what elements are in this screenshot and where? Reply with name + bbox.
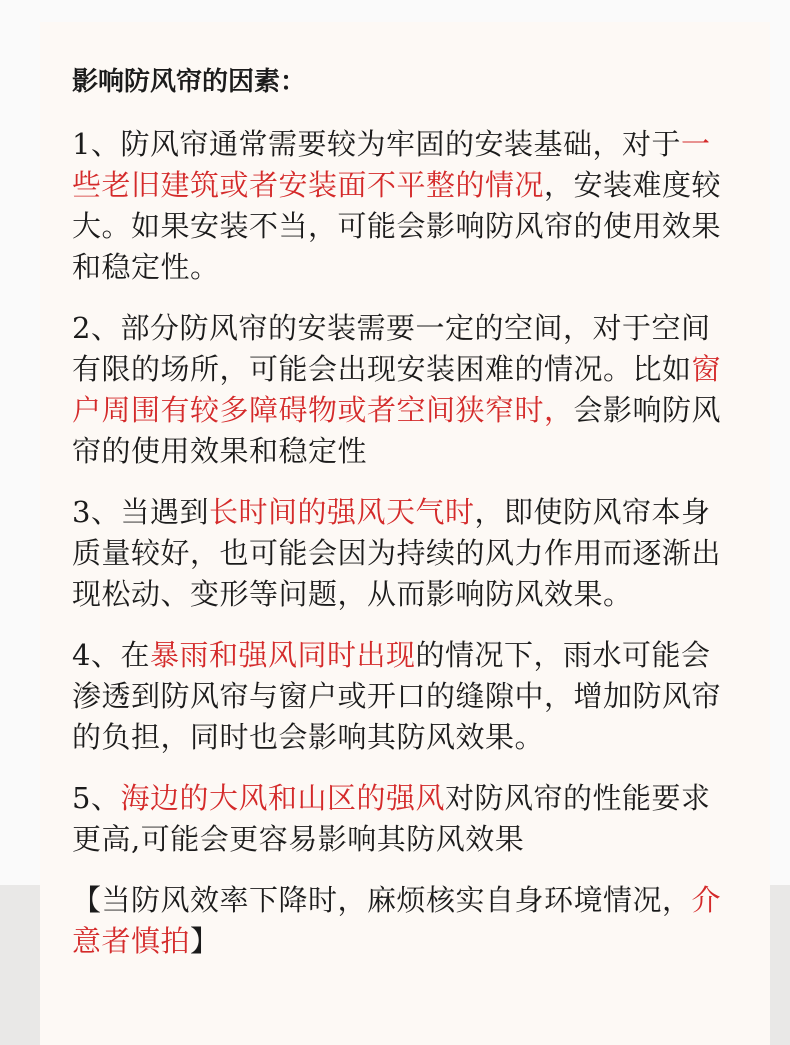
item-highlight: 长时间的强风天气时 [208, 495, 475, 529]
item-text: 4、在 [72, 638, 150, 672]
item-highlight: 一些老旧建筑或者安装面不平整的情况 [72, 127, 711, 202]
note-highlight: 介意者慎拍 [72, 883, 722, 958]
item-text: ，安装难度较大。如果安装不当，可能会影响防风帘的使用效果和稳定性。 [72, 168, 722, 284]
page-title: 影响防风帘的因素： [72, 67, 307, 97]
factor-item-1 [72, 124, 722, 288]
disclaimer-note [72, 880, 722, 962]
factor-item-5 [72, 778, 722, 860]
factor-item-3 [72, 492, 722, 615]
item-highlight: 暴雨和强风同时出现 [149, 638, 416, 672]
item-text: 5、 [72, 781, 121, 815]
item-text: 3、当遇到 [72, 495, 209, 529]
item-text: 2、部分防风帘的安装需要一定的空间，对于空间有限的场所，可能会出现安装困难的情况。比如 [72, 311, 711, 386]
factor-item-2 [72, 308, 722, 472]
item-text: 1、防风帘通常需要较为牢固的安装基础，对于 [72, 127, 681, 161]
note-text: 【当防风效率下降时，麻烦核实自身环境情况， [72, 883, 692, 917]
item-text: 会影响防风帘的使用效果和稳定性 [72, 393, 722, 468]
item-text: 的情况下，雨水可能会渗透到防风帘与窗户或开口的缝隙中，增加防风帘的负担，同时也会影响其防风效果。 [72, 638, 722, 754]
item-text: 对防风帘的性能要求更高,可能会更容易影响其防风效果 [72, 781, 711, 856]
item-highlight: 窗户周围有较多障碍物或者空间狭窄时， [72, 352, 722, 427]
article [72, 62, 722, 991]
item-highlight: 海边的大风和山区的强风 [120, 781, 445, 815]
item-text: ，即使防风帘本身质量较好，也可能会因为持续的风力作用而逐渐出现松动、变形等问题，从而影响防风效果。 [72, 495, 722, 611]
factor-item-4 [72, 635, 722, 758]
note-text: 】 [190, 924, 220, 958]
